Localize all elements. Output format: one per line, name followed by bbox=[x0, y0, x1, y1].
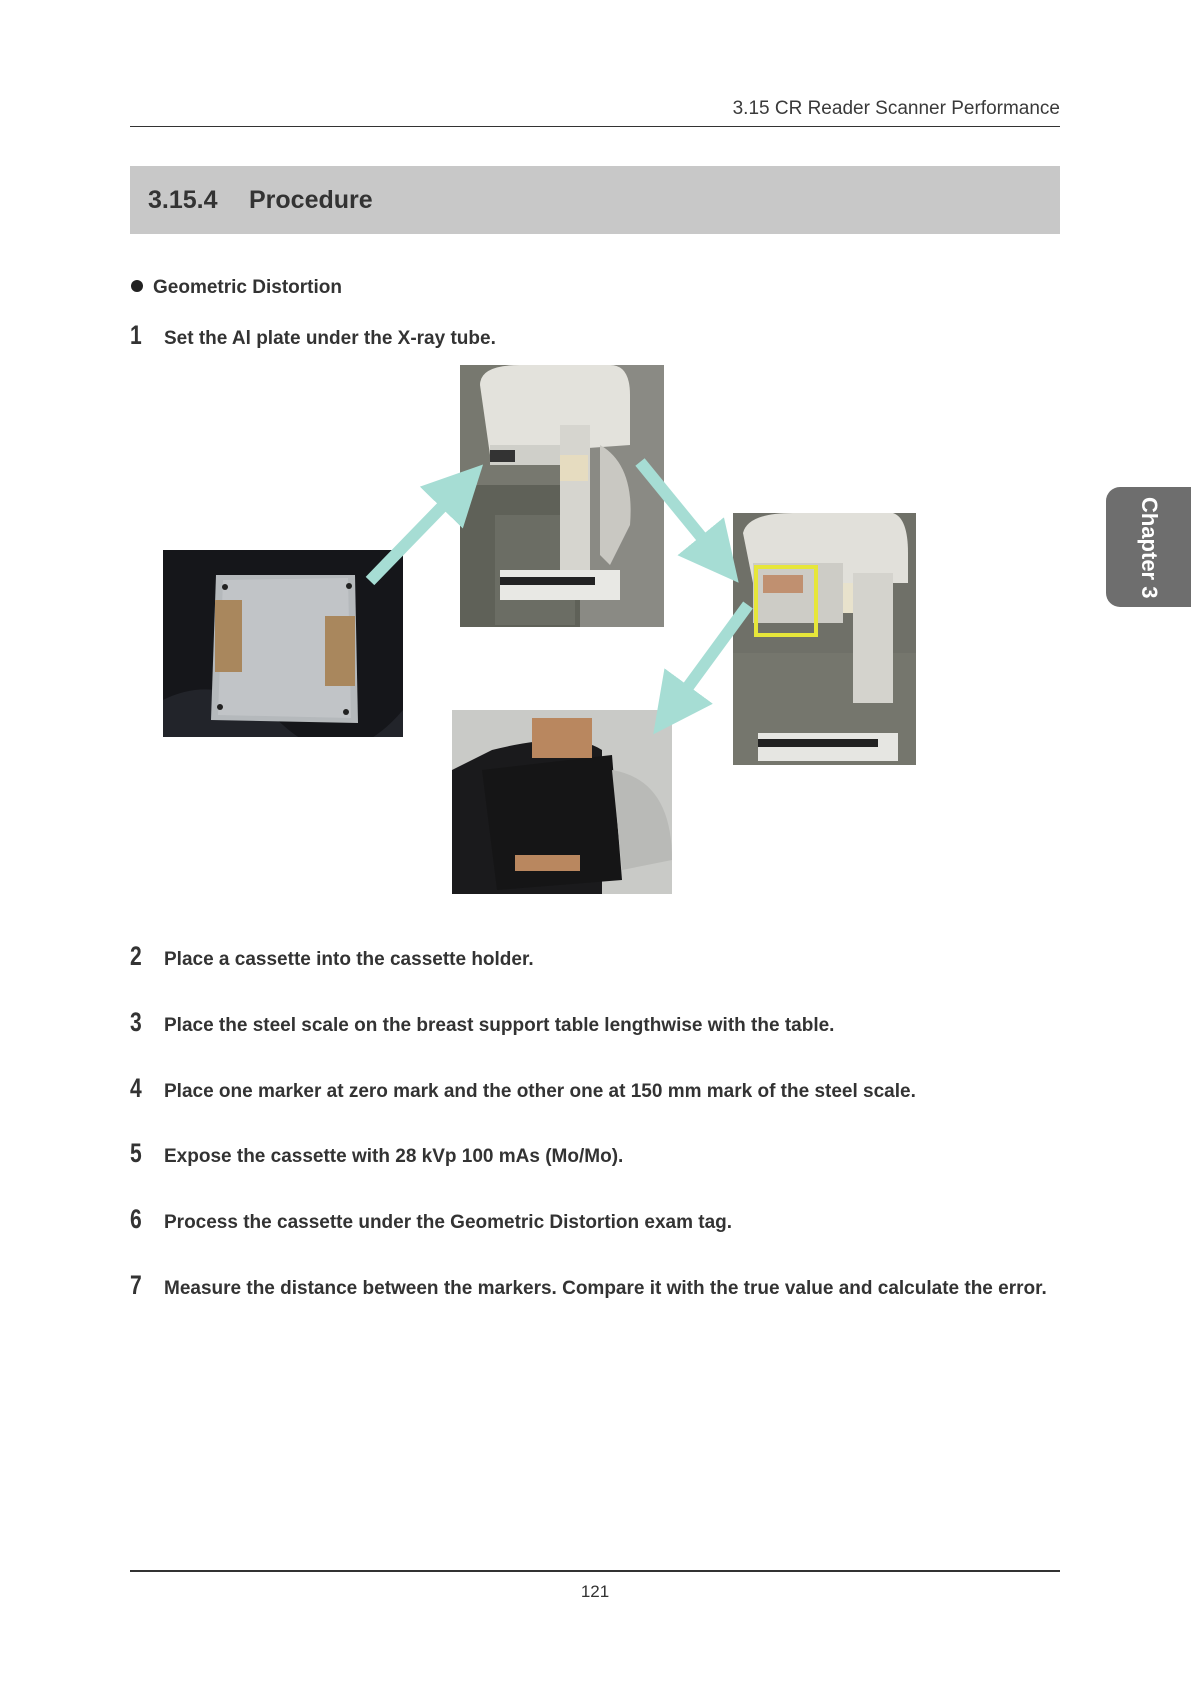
highlight-box bbox=[756, 567, 816, 635]
running-header: 3.15 CR Reader Scanner Performance bbox=[732, 98, 1060, 119]
chapter-side-tab bbox=[1106, 487, 1191, 607]
step-text: Measure the distance between the markers. Compare it with the true value and calculate the error. bbox=[164, 1278, 1047, 1299]
step-text: Expose the cassette with 28 kVp 100 mAs (Mo/Mo). bbox=[164, 1146, 624, 1167]
section-number: 3.15.4 bbox=[148, 186, 218, 214]
arrow-tube-to-unit bbox=[640, 462, 725, 566]
step-text: Place one marker at zero mark and the other one at 150 mm mark of the steel scale. bbox=[164, 1081, 916, 1102]
step-text: Process the cassette under the Geometric Distortion exam tag. bbox=[164, 1212, 733, 1233]
step-number: 2 bbox=[130, 941, 142, 971]
step-text: Place the steel scale on the breast support table lengthwise with the table. bbox=[164, 1015, 835, 1036]
step-number: 1 bbox=[130, 320, 142, 350]
step-text: Set the Al plate under the X-ray tube. bbox=[164, 328, 496, 349]
page-number: 121 bbox=[580, 1582, 610, 1601]
subsection-title: Geometric Distortion bbox=[153, 277, 342, 298]
chapter-tab-label: Chapter 3 bbox=[1137, 497, 1162, 599]
step-number: 3 bbox=[130, 1007, 142, 1037]
step-text: Place a cassette into the cassette holder. bbox=[164, 949, 534, 970]
step-number: 5 bbox=[130, 1138, 142, 1168]
step-number: 7 bbox=[130, 1270, 142, 1300]
step-number: 4 bbox=[130, 1073, 142, 1103]
arrow-unit-to-holder bbox=[666, 605, 748, 717]
step-number: 6 bbox=[130, 1204, 142, 1234]
section-title: Procedure bbox=[249, 186, 373, 214]
footer-rule bbox=[130, 1570, 1060, 1572]
arrow-plate-to-tube bbox=[370, 480, 468, 581]
